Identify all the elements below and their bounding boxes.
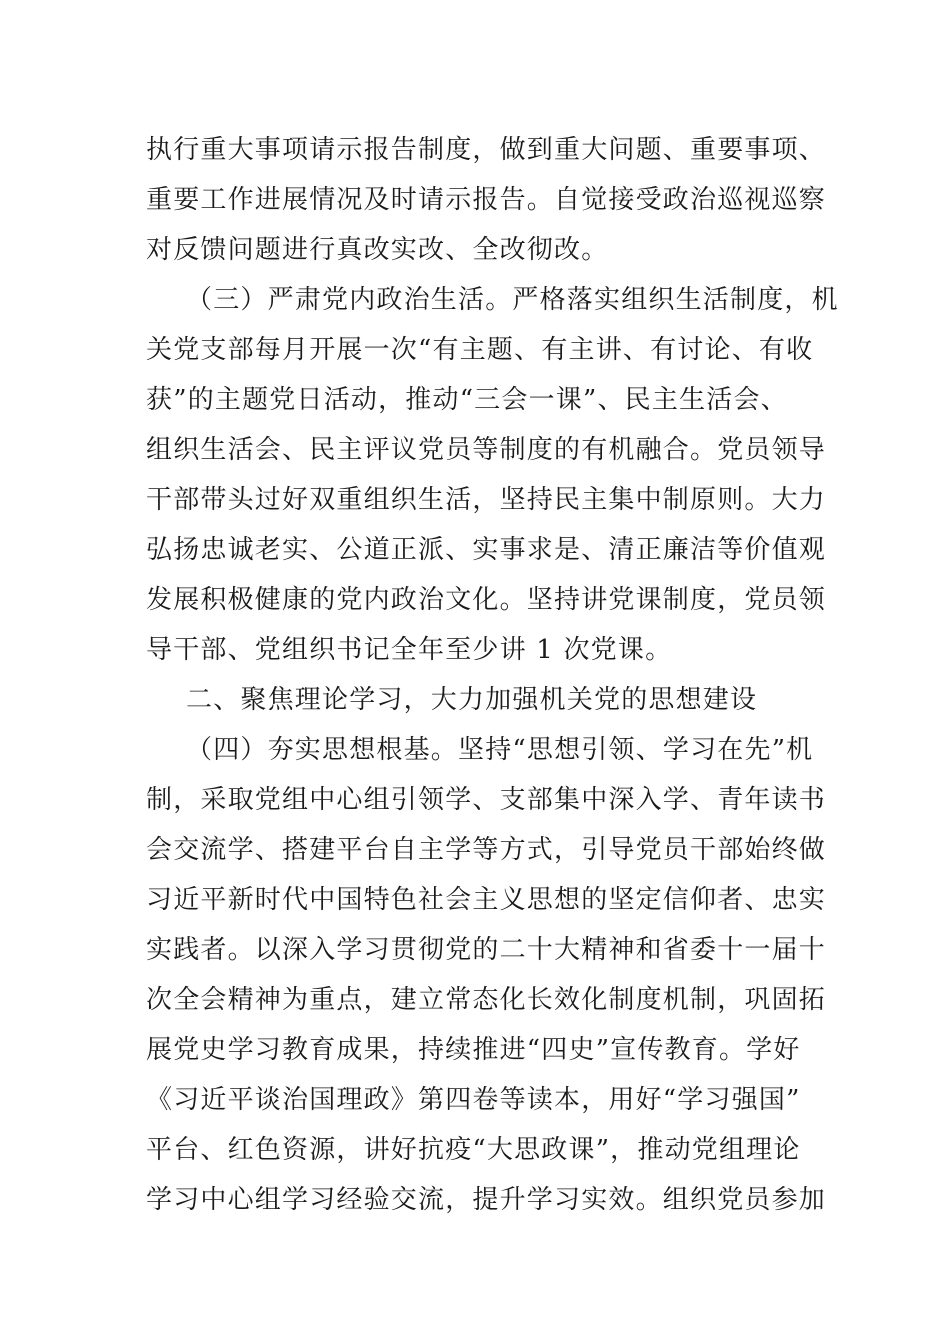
text-line: 执行重大事项请示报告制度，做到重大问题、重要事项、 xyxy=(146,135,827,165)
text-line: 次全会精神为重点，建立常态化长效化制度机制，巩固拓 xyxy=(146,985,827,1015)
text-line: 展党史学习教育成果，持续推进“四史”宣传教育。学好 xyxy=(146,1035,801,1065)
text-line: 实践者。以深入学习贯彻党的二十大精神和省委十一届十 xyxy=(146,935,827,965)
text-line: 弘扬忠诚老实、公道正派、实事求是、清正廉洁等价值观 xyxy=(146,535,827,565)
paragraph-start-line: （四）夯实思想根基。坚持“思想引领、学习在先”机 xyxy=(186,735,814,765)
text-line: 重要工作进展情况及时请示报告。自觉接受政治巡视巡察 xyxy=(146,185,827,215)
text-line: 对反馈问题进行真改实改、全改彻改。 xyxy=(146,235,609,265)
paragraph-start-line: （三）严肃党内政治生活。严格落实组织生活制度，机 xyxy=(186,285,839,315)
text-line: 习近平新时代中国特色社会主义思想的坚定信仰者、忠实 xyxy=(146,885,827,915)
text-line: 发展积极健康的党内政治文化。坚持讲党课制度，党员领 xyxy=(146,585,827,615)
text-line: 学习中心组学习经验交流，提升学习实效。组织党员参加 xyxy=(146,1185,827,1215)
text-line: 干部带头过好双重组织生活，坚持民主集中制原则。大力 xyxy=(146,485,827,515)
text-line: 平台、红色资源，讲好抗疫“大思政课”，推动党组理论 xyxy=(146,1135,801,1165)
text-line: 关党支部每月开展一次“有主题、有主讲、有讨论、有收 xyxy=(146,335,814,365)
text-line: 组织生活会、民主评议党员等制度的有机融合。党员领导 xyxy=(146,435,827,465)
text-line: 《习近平谈治国理政》第四卷等读本，用好“学习强国” xyxy=(146,1085,801,1115)
text-line: 导干部、党组织书记全年至少讲 1 次党课。 xyxy=(146,635,673,665)
text-line: 会交流学、搭建平台自主学等方式，引导党员干部始终做 xyxy=(146,835,827,865)
text-line: 制，采取党组中心组引领学、支部集中深入学、青年读书 xyxy=(146,785,827,815)
text-line: 获”的主题党日活动，推动“三会一课”、民主生活会、 xyxy=(146,385,788,415)
section-heading: 二、聚焦理论学习，大力加强机关党的思想建设 xyxy=(186,685,758,715)
